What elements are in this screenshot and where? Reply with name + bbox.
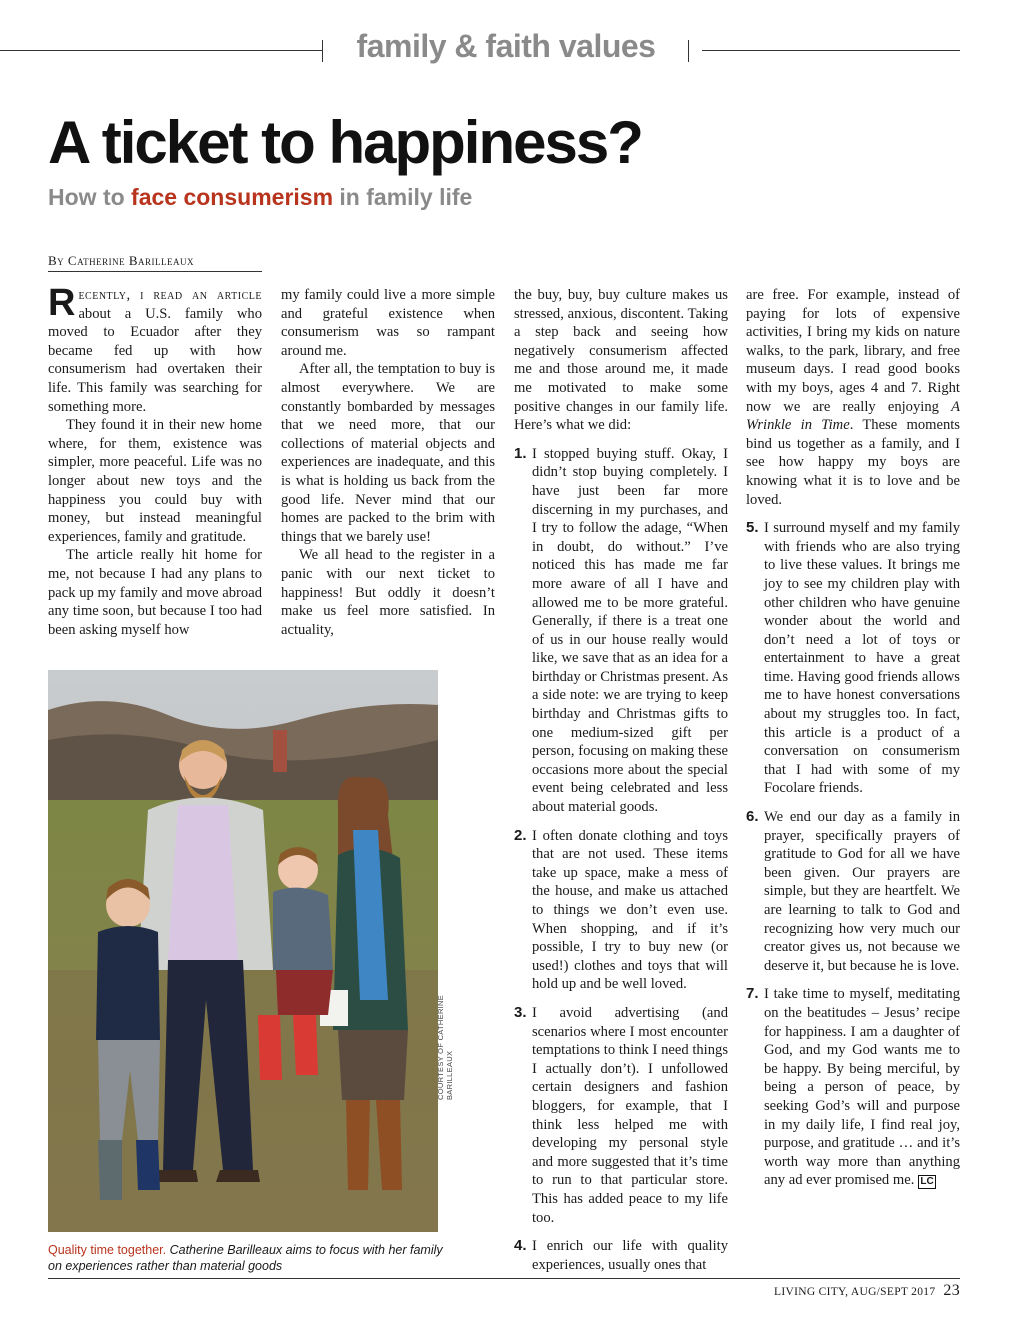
col1-paragraph-1 (48, 282, 262, 416)
subhead-post: in family life (333, 184, 473, 210)
col2-paragraph-2: After all, the temptation to buy is almost everywhere. We are constantly bombarded by messages that we need more, that our collections of material objects and experiences are inadequate, and this is what is holding us back from the good life. Never mind that our homes are packed to the brim with things that we barely use! (281, 361, 495, 545)
list-text: I surround myself and my family with friends who are also trying to live these values. It brings me joy to see my children play with other children who have genuine wonder about the world and don’t need a lot of toys or entertainment to have a great time. Having good friends allows me to have honest conversations about my struggles too. In fact, this article is a product of a conversation on consumerism that I had with some of my Focolare friends. (764, 520, 960, 797)
family-photo (48, 670, 438, 1232)
page-number: 23 (943, 1282, 960, 1299)
col4-list (746, 519, 960, 1190)
list-number: 3. (514, 1003, 527, 1021)
column-3 (514, 286, 728, 1274)
section-tick-left (322, 40, 323, 62)
footer-rule (48, 1278, 960, 1279)
list-text: I stopped buying stuff. Okay, I didn’t stop buying completely. I have just been far more discerning in my purchases, and I try to follow the adage, “When in doubt, do without.” I’ve noticed this has made me far more aware of all I have and allowed me to be more grateful. Generally, if there is a treat one of us in our house really would like, we save that as an idea for a birthday or Christmas present. As a side note: we are trying to keep birthday and Christmas gifts to one medium-sized gift per person, focusing on making these occasions more about the special event being celebrated and less about material goods. (532, 445, 728, 816)
list-text: We end our day as a family in prayer, specifically prayers of gratitude to God for all we have been given. Our prayers are simple, but they are heartfelt. We are learning to talk to God and recognizing how very much our creator gives us, not because we deserve it, but because he is love. (764, 809, 960, 974)
list-item (746, 519, 960, 798)
article-headline: A ticket to happiness? (48, 109, 642, 176)
col4-intro-end: . These moments bind us together as a family, and I see how happy my boys are knowing what it is to love and be loved. (746, 417, 960, 508)
book-title: A Wrinkle in Time (746, 398, 960, 434)
col4-intro-text: are free. For example, instead of paying for lots of expensive activities, I bring my kids on nature walks, to the park, library, and free museum days. I read good books with my boys, ages 4 and 7. Right now we are really enjoying (746, 287, 960, 415)
list-item (514, 1237, 728, 1274)
subhead-accent: face consumerism (131, 184, 334, 210)
end-mark-logo: LC (920, 1176, 934, 1188)
family-photo-illustration (48, 670, 438, 1232)
list-number: 6. (746, 808, 759, 826)
section-title: family & faith values (356, 28, 656, 64)
caption-lead: Quality time together. (48, 1243, 167, 1257)
col4-intro (746, 286, 960, 509)
list-item (746, 808, 960, 975)
list-text (764, 985, 960, 1190)
col3-list (514, 445, 728, 1275)
list-text: I often donate clothing and toys that are not used. These items take up space, make a mess of the house, and make us attached to things we don’t even use. When shopping, and if it’s possible, I try to buy new (or used!) clothes and toys that will hold up and be well loved. (532, 827, 728, 993)
col1-lead-smallcaps: ecently, i read an article (78, 287, 262, 303)
issue-label: LIVING CITY, AUG/SEPT 2017 (774, 1286, 936, 1298)
list-item (514, 1004, 728, 1227)
list-number: 7. (746, 985, 759, 1003)
caption-rest: Catherine Barilleaux aims to focus with her family on experiences rather than material goods (48, 1243, 443, 1273)
section-rule-left (0, 50, 322, 51)
col3-intro: the buy, buy, buy culture makes us stressed, anxious, discontent. Taking a step back and seeing how negatively consumerism affected me and those around me, it made me motivated to make some positive changes in our family life. Here’s what we did: (514, 287, 728, 434)
drop-cap: R (48, 282, 76, 324)
column-4 (746, 286, 960, 1190)
subhead-pre: How to (48, 184, 132, 210)
col2-paragraph-3: We all head to the register in a panic with our next ticket to happiness! But oddly it doesn’t make us feel more satisfied. In actuality, (281, 547, 495, 638)
page-footer (774, 1282, 960, 1300)
list-item (746, 985, 960, 1190)
col1-p1-rest: about a U.S. family who moved to Ecuador after they became fed up with how consumerism had overtaken their life. This family was searching for something more. (48, 305, 262, 415)
list-text: I avoid advertising (and scenarios where I most encounter temptations to think I need things I actually don’t). I unfollowed certain designers and fashion bloggers, for example, that I think less helped me with developing my personal style and more suggested that it’s time to run to that particular store. This has added peace to my life too. (532, 1004, 728, 1226)
article-subhead (48, 184, 472, 211)
list-number: 2. (514, 826, 527, 844)
list-number: 5. (746, 519, 759, 537)
photo-credit: COURTESY OF CATHERINE BARILLEAUX (436, 994, 454, 1100)
list-number: 4. (514, 1237, 527, 1255)
list-number: 1. (514, 444, 527, 462)
column-1 (48, 282, 262, 639)
column-2 (281, 286, 495, 639)
list-item (514, 445, 728, 817)
byline-text: By Catherine Barilleaux (48, 253, 194, 268)
list-text: I enrich our life with quality experiences, usually ones that (532, 1238, 728, 1273)
section-rule-right (702, 50, 960, 51)
col1-paragraph-2: They found it in their new home where, for them, existence was simpler, more peaceful. Life was no longer about new toys and the happiness you could buy with money, but instead meaningful experiences, family and gratitude. (48, 417, 262, 545)
list-text-body: I take time to myself, meditating on the beatitudes – Jesus’ recipe for happiness. I am a daughter of God, and my God wants me to be happy. By being merciful, by being a person of peace, by seeking God’s will and purpose in my daily life, I find real joy, purpose, and gratitude … and it’s worth way more than anything any ad ever promised me. (764, 986, 960, 1189)
col2-paragraph-1: my family could live a more simple and grateful existence when consumerism was so rampant around me. (281, 287, 495, 359)
photo-caption (48, 1242, 448, 1274)
section-tick-right (688, 40, 689, 62)
list-item (514, 827, 728, 994)
col1-paragraph-3: The article really hit home for me, not because I had any plans to pack up my family and move abroad any time soon, but because I too had been asking myself how (48, 547, 262, 638)
byline (48, 253, 262, 272)
